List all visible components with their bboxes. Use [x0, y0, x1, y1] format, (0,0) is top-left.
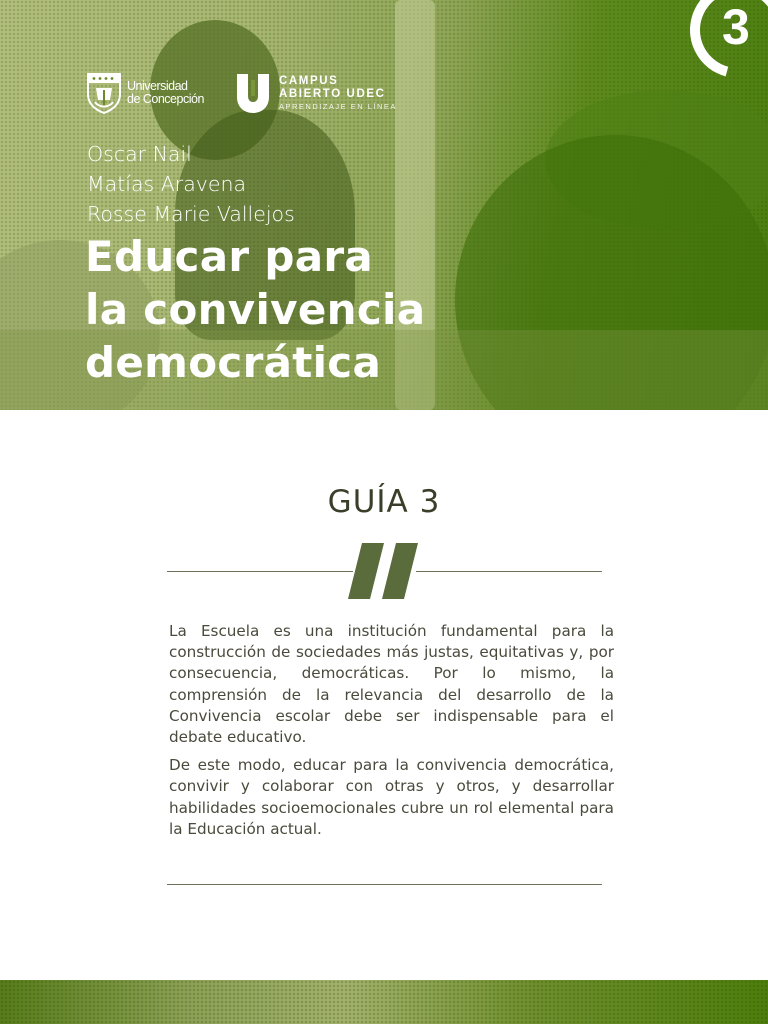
title-line: la convivencia — [85, 285, 426, 334]
campus-logo-line1: CAMPUS — [279, 74, 339, 87]
footer-photo-strip — [0, 980, 768, 1024]
title-line: democrática — [85, 338, 382, 387]
university-logo — [86, 72, 204, 114]
guide-number-badge: 3 — [722, 0, 750, 55]
university-shield-icon — [86, 72, 122, 114]
campus-logo-tagline: APRENDIZAJE EN LÍNEA — [279, 101, 397, 111]
university-logo-line2: de Concepción — [127, 92, 204, 106]
guide-number-ring — [672, 0, 768, 96]
campus-abierto-u-icon — [235, 72, 271, 114]
university-logo-text — [127, 80, 204, 106]
document-title — [85, 230, 425, 389]
title-line: Educar para — [85, 232, 373, 281]
intro-paragraph: De este modo, educar para la convivencia democrática, convivir y colaborar con otras y otros, y desarrollar habilidades socioemocionales cubre un rol elemental para la Educación actual. — [169, 756, 614, 838]
author-name: Matías Aravena — [87, 172, 247, 196]
hero-banner — [0, 0, 768, 410]
author-name: Rosse Marie Vallejos — [87, 202, 295, 226]
university-logo-line1: Universidad — [127, 79, 188, 93]
intro-paragraph: La Escuela es una institución fundamental para la construcción de sociedades más justas, equitativas y, por consecuencia, democráticas. Por lo mismo, la comprensión de la relevancia del desarrollo de la Convivencia escolar debe ser indispensable para el debate educativo. — [169, 622, 614, 747]
divider-bottom — [167, 884, 602, 885]
divider-right — [416, 571, 602, 572]
guide-label: GUÍA 3 — [327, 484, 441, 520]
quotation-marks-icon — [348, 543, 420, 599]
author-name: Oscar Nail — [87, 142, 192, 166]
intro-text — [169, 621, 614, 847]
campus-logo-line2: ABIERTO UDEC — [279, 87, 386, 100]
campus-logo-text — [279, 75, 397, 112]
authors-list — [87, 139, 295, 229]
campus-abierto-logo — [235, 72, 397, 114]
divider-left — [167, 571, 353, 572]
